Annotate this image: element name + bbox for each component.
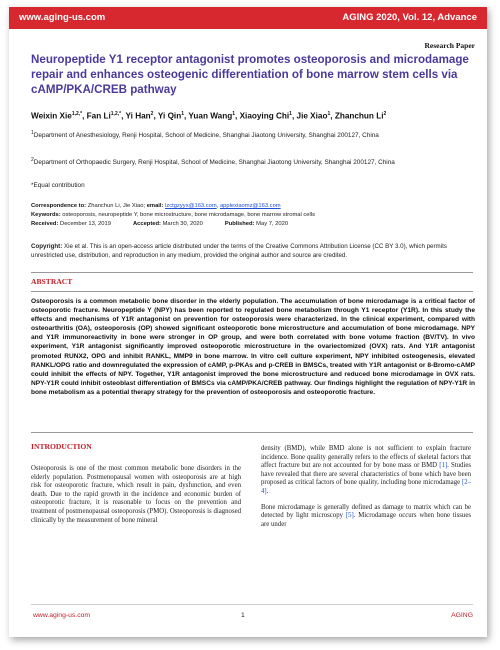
journal-website[interactable]: www.aging-us.com: [19, 12, 106, 23]
footer-divider: [31, 604, 473, 605]
email-link-1[interactable]: lzctgzyyx@163.com: [165, 203, 217, 209]
dates-line: Received: December 13, 2019 Accepted: March 30, 2020 Published: May 7, 2020: [31, 221, 289, 227]
keywords-line: Keywords: osteoporosis, neuropeptide Y, bone microstructure, bone microdamage, bone marrow stromal cells: [31, 212, 315, 218]
author-affiliation-marker: 1,2,*: [110, 111, 122, 117]
author-affiliation-marker: 1: [181, 111, 184, 117]
body-column-left: [31, 465, 241, 532]
author-affiliation-marker: 2: [383, 111, 387, 117]
divider: [31, 291, 473, 292]
abstract-heading: ABSTRACT: [31, 277, 73, 286]
email-link-2[interactable]: applexiaomz@163.com: [219, 203, 281, 209]
equal-contribution-note: *Equal contribution: [31, 182, 85, 189]
abstract-text: Osteoporosis is a common metabolic bone disorder in the elderly population. The accumulation of bone microdamage is a critical factor of osteoporotic fracture. Neuropeptide Y (NPY) has been reported to regulated bone metabolism through Y1 receptor (Y1R). In this study the effects and mechanisms of Y1R antagonist on prevention for osteoporosis were characterized. In the clinical experiment, compared with osteoarthritis (OA), osteoporosis (OP) showed significant osteoporotic bone microstructure and accumulation of bone microdamage. NPY and Y1R immunoreactivity in bone were stronger in OP group, and were both correlated with bone volume fraction (BV/TV). In vivo experiment, Y1R antagonist significantly improved osteoporotic microstructure in the ovariectomized (OVX) rats. And Y1R antagonist promoted RUNX2, OPG and inhibit RANKL, MMP9 in bone marrow. In vitro cell culture experiment, NPY inhibited osteogenesis, elevated RANKL/OPG ratio and downregulated the expression of cAMP, p-PKAs and p-CREB in BMSCs, treated with Y1R antagonist or 8-Bromo-cAMP could inhibit the effects of NPY. Together, Y1R antagonist improved the bone microstructure and reduced bone microdamage in OVX rats. NPY-Y1R could inhibit osteoblast differentiation of BMSCs via cAMP/PKA/CREB pathway. Our findings highlight the regulation of NPY-Y1R in bone metabolism as a potential therapy strategy for the prevention of osteoporosis and osteoporotic fracture.: [31, 298, 475, 396]
journal-issue: AGING 2020, Vol. 12, Advance: [342, 12, 477, 23]
paragraph: Osteoporosis is one of the most common metabolic bone disorders in the elderly population. Postmenopausal women with osteoporosis are at high risk for osteoporotic fracture, which result in pain, dysfunction, and even death. Due to the rapid growth in the incidence and economic burden of osteoporotic fracture, it is reasonable to focus on the prevention and treatment of postmenopausal osteoporosis (PMO). Osteoporosis is diagnosed clinically by the measurement of bone mineral: [31, 465, 241, 524]
divider: [31, 272, 473, 273]
author-name: Yi Qin: [157, 111, 182, 121]
author-name: Yi Han: [125, 111, 151, 121]
author-name: Xiaoying Chi: [239, 111, 290, 121]
author-name: Zhanchun Li: [334, 111, 384, 121]
footer-website[interactable]: www.aging-us.com: [33, 612, 91, 619]
author-affiliation-marker: 1: [232, 111, 236, 117]
author-affiliation-marker: 1: [327, 111, 331, 117]
copyright-notice: Copyright: Xie et al. This is an open-access article distributed under the terms of the Creative Commons Attribution License (CC BY 3.0), which permits unrestricted use, distribution, and reproduction in any medium, provided the original author and source are credited.: [31, 243, 447, 259]
author-name: Jie Xiao: [296, 111, 328, 121]
paper-title: Neuropeptide Y1 receptor antagonist promotes osteoporosis and microdamage repair and enhances osteogenic differentiation of bone marrow stem cells via cAMP/PKA/CREB pathway: [31, 53, 469, 96]
author-name: Fan Li: [86, 111, 111, 121]
author-list: Weixin Xie$^{1,2,*}$, Fan $Li^{1,2,*}$, Yi Han$^2$, Yi Qin$^1$, Yuan Wang$^1$, Xiaoying Chi$^1$, Jie Xiao$^1$, Zhanchun Li$^2$: [31, 111, 387, 121]
page-number: 1: [241, 612, 245, 619]
author-name: Yuan Wang: [188, 111, 233, 121]
journal-header-bar: [9, 7, 487, 29]
divider: [31, 432, 473, 433]
introduction-heading: INTRODUCTION: [31, 442, 92, 451]
paper-page: [9, 7, 487, 637]
affiliation-1: $^1$Department of Anesthesiology, Renji Hospital, School of Medicine, Shanghai Jiaotong University, Shanghai 200127, China: [31, 130, 379, 140]
article-type-label: Research Paper: [424, 41, 475, 50]
paragraph: Bone microdamage is generally defined as damage to matrix which can be detected by light microscopy [5]. Microdamage occurs when bone tissues are under: [261, 503, 471, 528]
footer-journal: AGING: [451, 612, 473, 619]
author-name: Weixin Xie: [31, 111, 72, 121]
citation-link[interactable]: [2–4]: [261, 479, 471, 495]
author-affiliation-marker: 2: [150, 111, 154, 117]
paragraph: density (BMD), while BMD alone is not sufficient to explain fracture incidence. Bone quality generally refers to the effects of skeletal factors that affect fracture but are not accounted for by bone mass or BMD [1]. Studies have revealed that there are several characteristics of bone which have been proposed as critical factors of bone quality, including bone microdamage [2–4].: [261, 445, 471, 495]
author-affiliation-marker: 1,2,*: [71, 111, 83, 117]
affiliation-2: $^2$Department of Orthopaedic Surgery, Renji Hospital, School of Medicine, Shanghai Jiaotong University, Shanghai 200127, China: [31, 157, 395, 167]
citation-link[interactable]: [5]: [345, 512, 354, 520]
correspondence-line: Correspondence to: Zhanchun Li, Jie Xiao; email: lzctgzyyx@163.com, applexiaomz@163.com: [31, 203, 281, 209]
citation-link[interactable]: [1]: [439, 462, 448, 470]
body-column-right: [261, 445, 471, 536]
author-affiliation-marker: 1: [289, 111, 292, 117]
